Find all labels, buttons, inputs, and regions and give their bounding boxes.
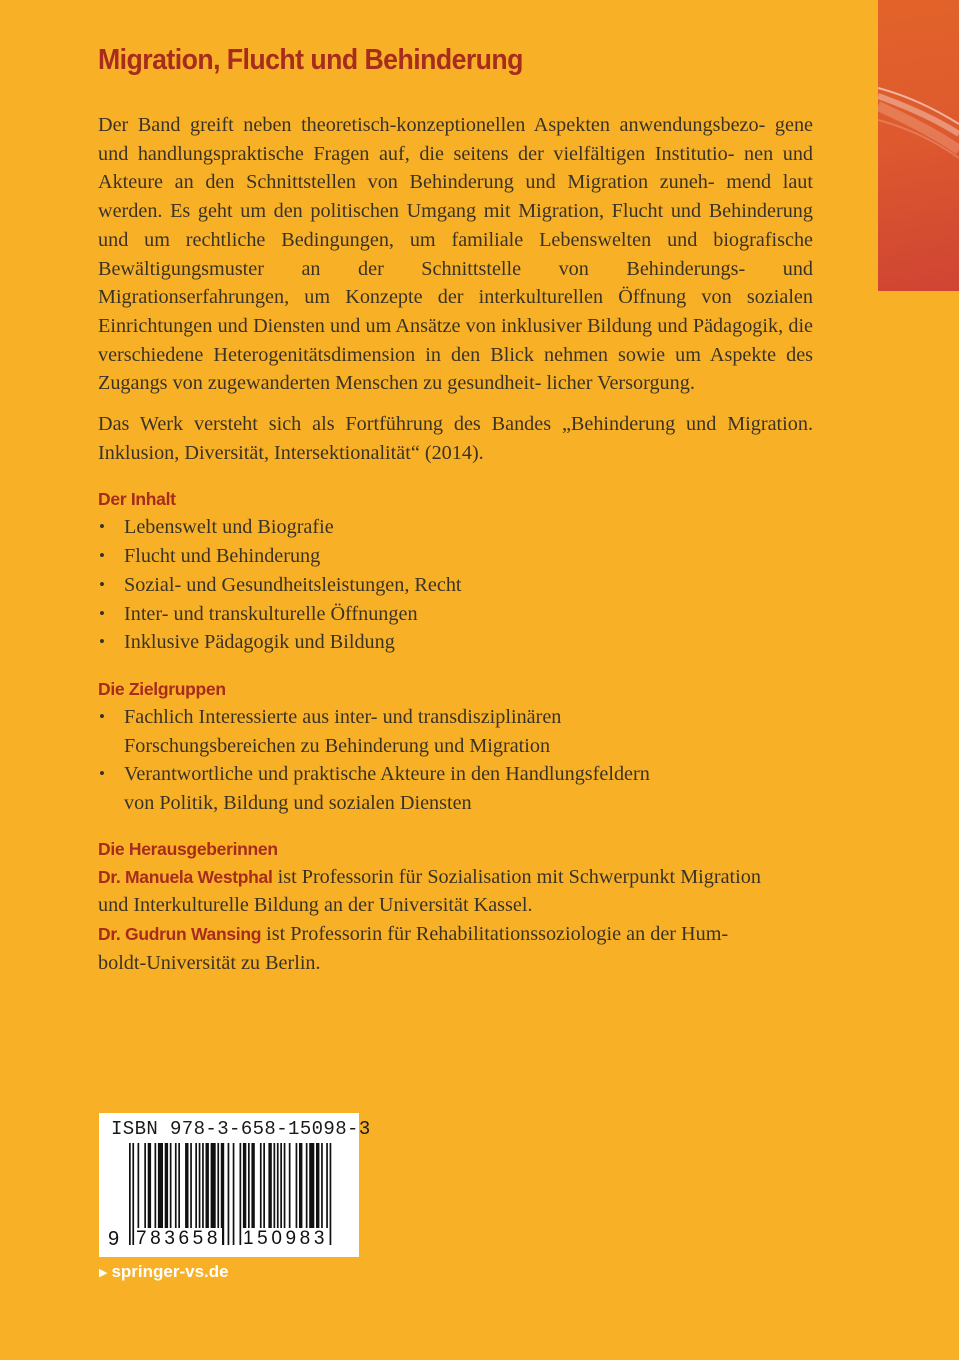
intro-paragraph [98,111,813,398]
cover-corner-artwork [878,0,959,291]
wave-lines-graphic [878,0,959,291]
text-line: und Behinderung und um rechtliche Bedingungen, um familiale Lebenswelten [98,200,813,251]
barcode-bar [330,1143,332,1245]
contents-heading: Der Inhalt [98,489,176,510]
text-line: sozialen Einrichtungen und Diensten und um Ansätze von inklusiver Bildung [98,286,813,337]
contents-list [98,513,813,657]
editors-heading: Die Herausgeberinnen [98,838,278,859]
barcode-bar [132,1143,134,1245]
text-line: licher Versorgung. [546,372,695,395]
bullet: • [99,574,105,594]
bullet: • [99,764,105,784]
back-cover-text [98,111,813,978]
list-item: • Verantwortliche und praktische Akteure in den Handlungsfeldern von Politik, Bildung und sozialen Diensten [98,760,813,817]
book-title: Migration, Flucht und Behinderung [98,44,523,76]
text-line: Das Werk versteht sich als Fortführung des Bandes „Behinderung und Migration. [98,413,813,436]
publisher-website-link[interactable] [99,1262,229,1282]
editor-name: Dr. Gudrun Wansing [98,924,262,945]
text-line: Der Band greift neben theoretisch-konzeptionellen Aspekten anwendungsbezo- [98,114,766,136]
audience-heading: Die Zielgruppen [98,678,226,699]
text-line: gene und handlungspraktische Fragen auf, die seitens der vielfältigen Institutio- [98,114,813,165]
text-line: mend laut werden. Es geht um den politischen Umgang mit Migration, Flucht [98,171,813,223]
barcode-bar [240,1143,242,1245]
bullet: • [99,603,105,623]
list-item: • Lebenswelt und Biografie [98,513,813,542]
list-item: • Sozial- und Gesundheitsleistungen, Recht [98,571,813,600]
isbn-number: ISBN 978-3-658-15098-3 [111,1118,371,1140]
list-item: • Flucht und Behinderung [98,542,813,571]
isbn-barcode [99,1113,371,1257]
text-line: und Pädagogik, die verschiedene Heterogenitätsdimension in den Blick nehmen [98,314,814,366]
text-line: und biografische Bewältigungsmuster an der Schnittstelle von Behinderungs- [98,228,814,280]
bullet: • [99,517,105,537]
website-label: springer-vs.de [111,1262,229,1281]
text-line: und Migrationserfahrungen, um Konzepte der interkulturellen Öffnung von [98,257,813,309]
editor-bio: Dr. Gudrun Wansing ist Professorin für Rehabilitationssoziologie an der Hum- boldt-Universität zu Berlin. [98,923,729,974]
bullet: • [99,706,105,726]
arrow-right-icon: ▶ [99,1266,108,1279]
text-line: nen und Akteure an den Schnittstellen von Behinderung und Migration zuneh- [98,142,814,194]
continuation-paragraph [98,410,813,467]
list-item: • Inter- und transkulturelle Öffnungen [98,600,813,629]
audience-list [98,703,813,818]
ean-left-digits: 783658 [136,1228,222,1249]
ean-first-digit: 9 [108,1228,120,1250]
editor-bio: Dr. Manuela Westphal ist Professorin für Sozialisation mit Schwerpunkt Migration und Interkulturelle Bildung an der Universität Kassel. [98,865,761,917]
barcode-bar [233,1143,235,1245]
barcode-bar [129,1143,131,1245]
barcode-bar [228,1143,230,1245]
bullet: • [99,546,105,566]
bullet: • [99,632,105,652]
editor-name: Dr. Manuela Westphal [98,866,273,887]
list-item: • Inklusive Pädagogik und Bildung [98,628,813,657]
list-item: • Fachlich Interessierte aus inter- und transdisziplinären Forschungsbereichen zu Behinderung und Migration [98,703,813,760]
text-line: Inklusion, Diversität, Intersektionalität“ (2014). [98,441,484,464]
ean-right-digits: 150983 [243,1228,329,1249]
text-line: sowie um Aspekte des Zugangs von zugewanderten Menschen zu gesundheit- [98,343,814,395]
